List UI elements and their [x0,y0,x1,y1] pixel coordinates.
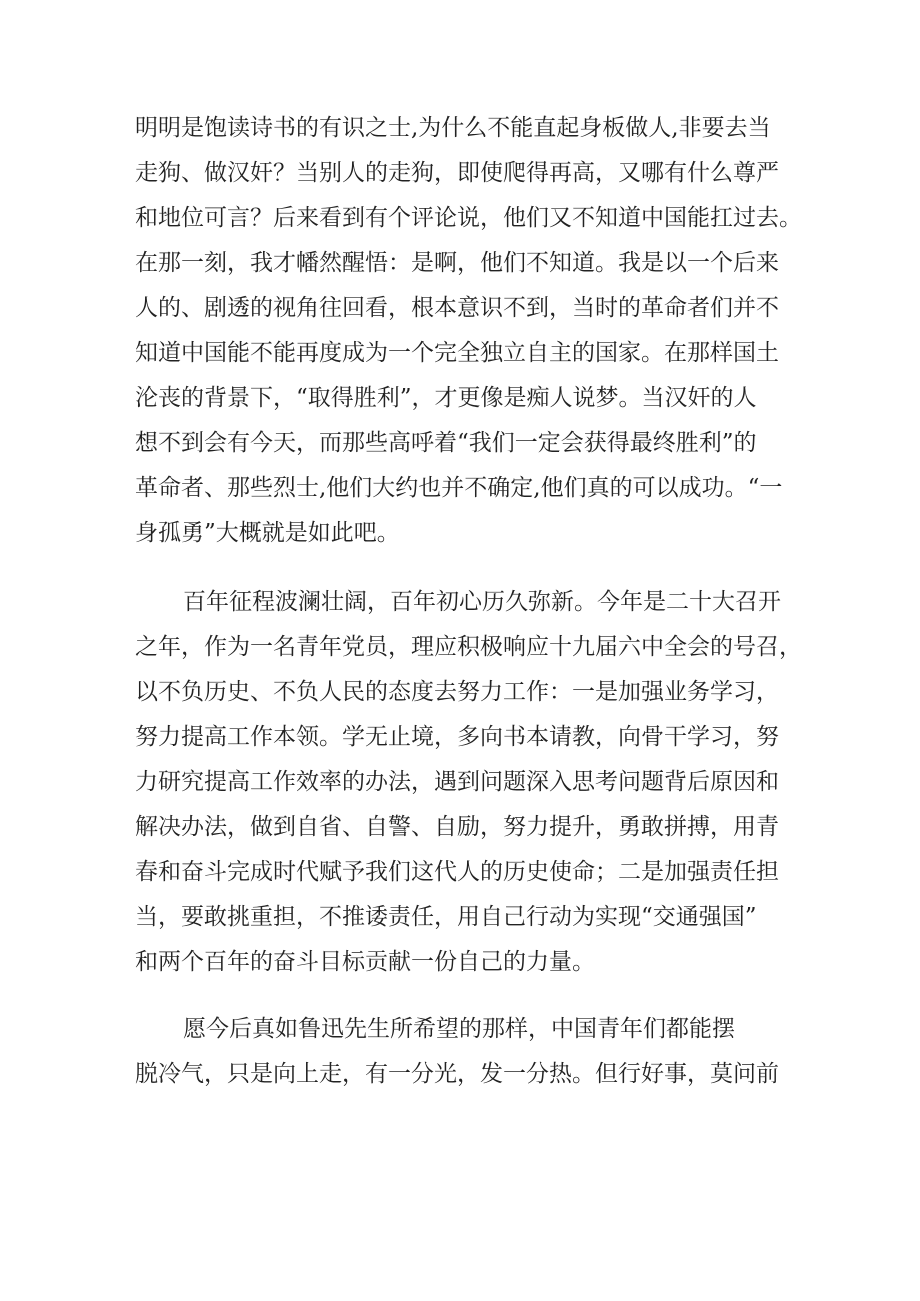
paragraph-2-line-6: 解决办法，做到自省、自警、自励，努力提升，勇敢拼搏，用青 [135,814,779,840]
paragraph-1-line-9: 革命者、那些烈士,他们大约也并不确定,他们真的可以成功。“一 [135,475,783,501]
paragraph-3-line-2: 脱冷气，只是向上走，有一分光，发一分热。但行好事，莫问前 [135,1061,779,1087]
paragraph-1-line-5: 人的、剧透的视角往回看，根本意识不到，当时的革命者们并不 [135,295,779,321]
paragraph-2-line-1: 百年征程波澜壮阔，百年初心历久弥新。今年是二十大召开 [183,589,781,615]
paragraph-1-line-7: 沦丧的背景下，“取得胜利”，才更像是痴人说梦。当汉奸的人 [135,385,757,411]
paragraph-2-line-8: 当，要敢挑重担，不推诿责任，用自己行动为实现“交通强国” [135,904,757,930]
paragraph-2-line-7: 春和奋斗完成时代赋予我们这代人的历史使命；二是加强责任担 [135,859,779,885]
paragraph-1-line-6: 知道中国能不能再度成为一个完全独立自主的国家。在那样国土 [135,340,779,366]
paragraph-2-line-5: 力研究提高工作效率的办法，遇到问题深入思考问题背后原因和 [135,769,779,795]
paragraph-2-line-4: 努力提高工作本领。学无止境，多向书本请教，向骨干学习，努 [135,724,779,750]
paragraph-3-line-1: 愿今后真如鲁迅先生所希望的那样，中国青年们都能摆 [183,1016,735,1042]
paragraph-2-line-3: 以不负历史、不负人民的态度去努力工作：一是加强业务学习， [135,679,779,705]
paragraph-1-line-3: 和地位可言？后来看到有个评论说，他们又不知道中国能扛过去。 [135,205,802,231]
paragraph-1-line-10: 身孤勇”大概就是如此吧。 [135,520,400,546]
paragraph-1-line-4: 在那一刻，我才幡然醒悟：是啊，他们不知道。我是以一个后来 [135,250,779,276]
paragraph-1-line-1: 明明是饱读诗书的有识之士,为什么不能直起身板做人,非要去当 [135,115,771,141]
paragraph-1-line-8: 想不到会有今天，而那些高呼着“我们一定会获得最终胜利”的 [135,430,757,456]
paragraph-2-line-2: 之年，作为一名青年党员，理应积极响应十九届六中全会的号召， [135,634,802,660]
paragraph-1-line-2: 走狗、做汉奸？当别人的走狗，即使爬得再高，又哪有什么尊严 [135,160,779,186]
paragraph-2-line-9: 和两个百年的奋斗目标贡献一份自己的力量。 [135,949,595,975]
